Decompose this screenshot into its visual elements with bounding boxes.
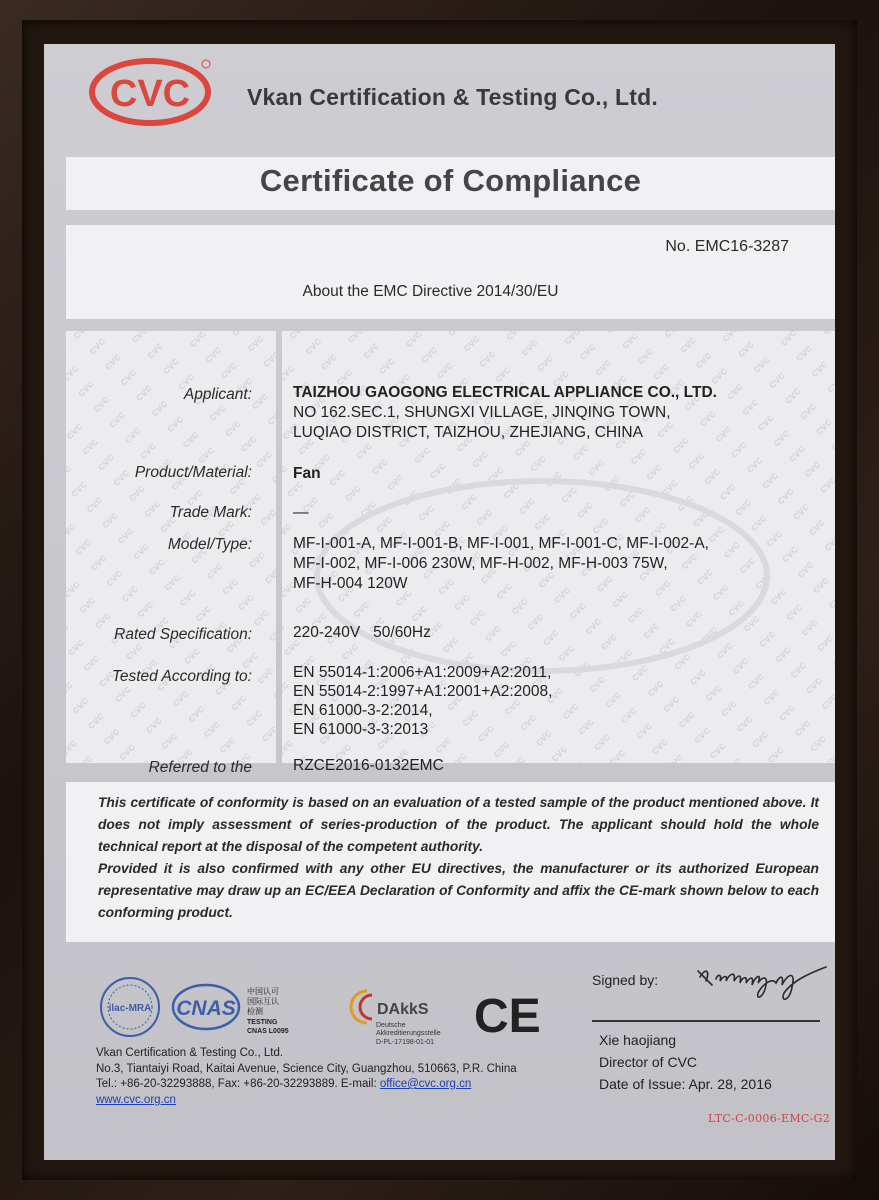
ce-text: CE (474, 990, 541, 1043)
applicant-value (293, 383, 717, 443)
certificate-paper (44, 44, 835, 1160)
applicant-address: NO 162.SEC.1, SHUNGXI VILLAGE, JINQING TOWN, (293, 404, 671, 421)
rated-label: Rated Specification: (114, 626, 252, 643)
cnas-testing: TESTING (247, 1019, 278, 1026)
website-link[interactable]: www.cvc.org.cn (96, 1093, 176, 1106)
footer-phone: Tel.: +86-20-32293888, Fax: +86-20-32293889. E-mail: (96, 1078, 380, 1090)
directive: About the EMC Directive 2014/30/EU (302, 283, 559, 300)
signature-line (592, 1020, 820, 1022)
labels-panel (66, 331, 276, 776)
model-line: MF-I-001-A, MF-I-001-B, MF-I-001, MF-I-001-C, MF-I-002-A, (293, 535, 709, 552)
report-value: RZCE2016-0132EMC (293, 757, 444, 774)
signer-name: Xie haojiang (599, 1032, 677, 1048)
conformity-note (98, 792, 819, 924)
certificate-title: Certificate of Compliance (259, 163, 642, 198)
ilac-text: ilac-MRA (108, 1003, 152, 1014)
signer-title: Director of CVC (599, 1054, 698, 1070)
product-label: Product/Material: (134, 464, 252, 481)
standard-line: EN 55014-2:1997+A1:2001+A2:2008, (293, 683, 553, 700)
document-code: LTC-C-0006-EMC-G2 (708, 1112, 831, 1125)
note-paragraph: This certificate of conformity is based on an evaluation of a tested sample of the product mentioned above. It does not imply assessment of series-production of the product. The applicant should hold the whole technical report at the disposal of the competent authority. (98, 795, 819, 854)
note-band (66, 782, 835, 942)
cnas-code: CNAS L0095 (247, 1028, 289, 1035)
footer-contact (96, 1077, 517, 1093)
model-line: MF-H-004 120W (293, 575, 408, 592)
number-band (66, 225, 835, 319)
footer-company: Vkan Certification & Testing Co., Ltd. (96, 1047, 284, 1059)
accreditation-logos (99, 969, 539, 1049)
footer-address (96, 1046, 517, 1108)
ce-mark (474, 990, 541, 1043)
tested-value (293, 663, 552, 739)
trade-mark-label: Trade Mark: (169, 504, 252, 521)
rated-value: 220-240V 50/60Hz (293, 624, 431, 641)
cnas-text: CNAS (176, 997, 236, 1020)
dakks-sub1: Deutsche (376, 1022, 406, 1029)
cnas-cn-3: 检测 (247, 1007, 263, 1016)
model-line: MF-I-002, MF-I-006 230W, MF-H-002, MF-H-003 75W, (293, 555, 668, 572)
dakks-sub2: Akkreditierungsstelle (376, 1030, 441, 1037)
values-panel (282, 331, 835, 774)
applicant-address: LUQIAO DISTRICT, TAIZHOU, ZHEJIANG, CHINA (293, 424, 643, 441)
applicant-name: TAIZHOU GAOGONG ELECTRICAL APPLIANCE CO., LTD. (293, 384, 717, 401)
handwritten-signature (692, 949, 832, 1009)
ilac-mra-logo (101, 978, 159, 1036)
standard-line: EN 61000-3-2:2014, (293, 702, 433, 719)
certificate-number: No. EMC16-3287 (665, 238, 789, 255)
standard-line: EN 55014-1:2006+A1:2009+A2:2011, (293, 664, 552, 681)
signer-block (599, 1029, 772, 1095)
report-label-line: Referred to the (148, 759, 252, 776)
cnas-logo (173, 985, 289, 1035)
cnas-cn-2: 国际互认 (247, 997, 279, 1006)
dakks-text: DAkkS (377, 1001, 429, 1018)
note-paragraph: Provided it is also confirmed with any other EU directives, the manufacturer or its authorized European representative may draw up an EC/EEA Declaration of Conformity and affix the CE-mark shown below to each conforming product. (98, 861, 819, 920)
model-value (293, 534, 709, 594)
dakks-code: D-PL-17198-01-01 (376, 1039, 434, 1046)
standard-line: EN 61000-3-3:2013 (293, 721, 429, 738)
dakks-logo (351, 991, 441, 1046)
issue-date: Date of Issue: Apr. 28, 2016 (599, 1076, 772, 1092)
signed-by-label: Signed by: (592, 972, 659, 988)
logo-text: CVC (109, 73, 191, 115)
cnas-cn-1: 中国认可 (247, 987, 279, 996)
product-value: Fan (293, 465, 321, 482)
trade-mark-value: — (293, 504, 309, 521)
company-name: Vkan Certification & Testing Co., Ltd. (247, 84, 658, 110)
footer-street: No.3, Tiantaiyi Road, Kaitai Avenue, Science City, Guangzhou, 510663, P.R. China (96, 1062, 517, 1075)
cvc-logo (88, 54, 216, 126)
model-label: Model/Type: (167, 536, 252, 553)
applicant-label: Applicant: (183, 386, 252, 403)
tested-label: Tested According to: (111, 668, 252, 685)
title-band (66, 157, 835, 210)
email-link[interactable]: office@cvc.org.cn (379, 1078, 472, 1090)
